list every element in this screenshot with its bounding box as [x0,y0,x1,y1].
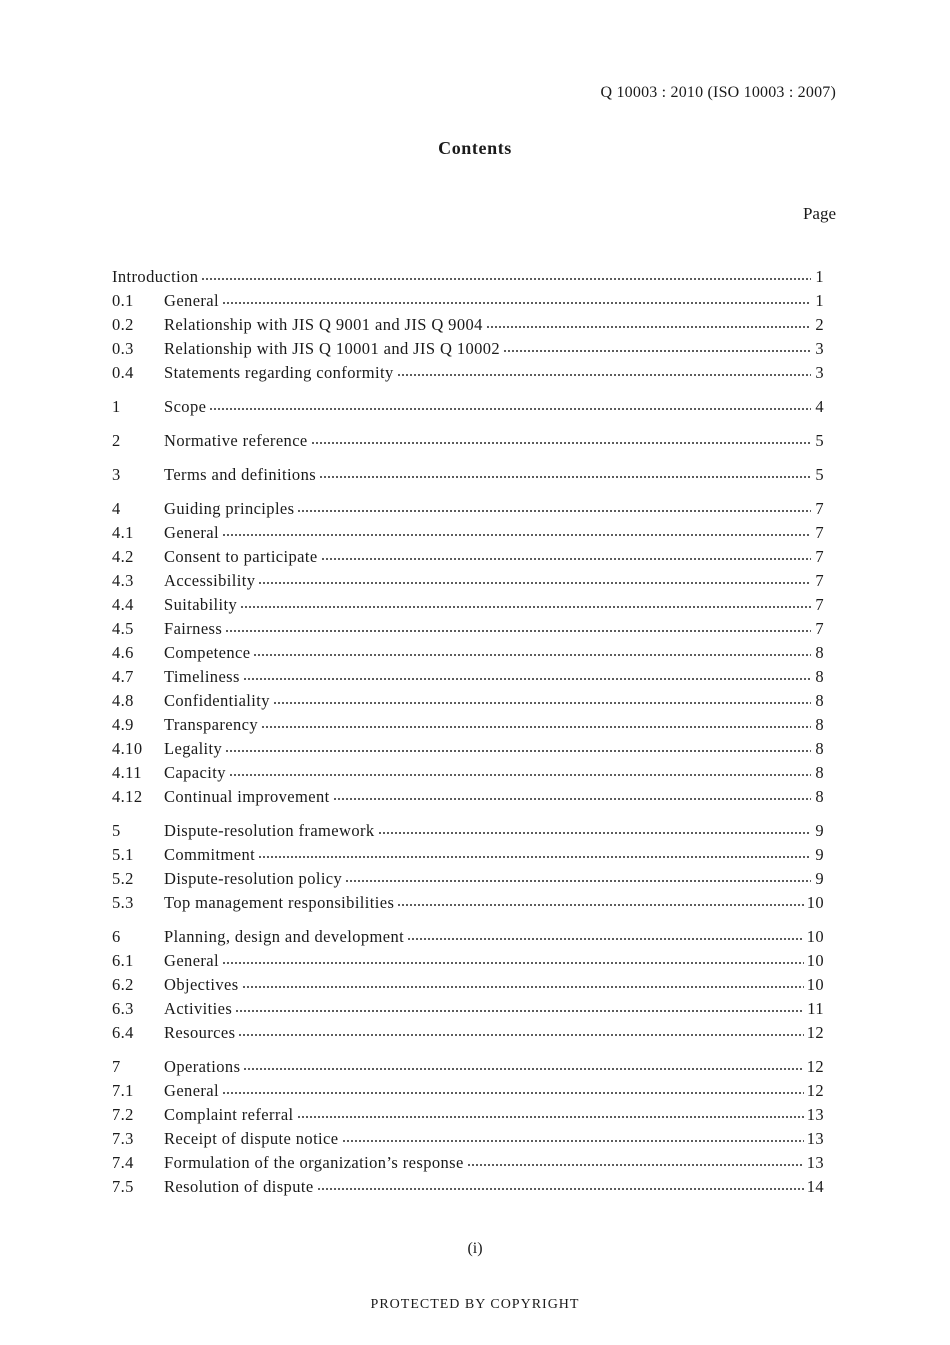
dot-leader [225,630,811,632]
toc-entry[interactable] [112,1103,824,1127]
toc-entry-number: 7.5 [112,1177,134,1196]
toc-entry-number: 6.4 [112,1023,134,1042]
toc-entry-number: 4.2 [112,547,134,566]
toc-entry[interactable] [112,973,824,997]
toc-entry-number: 4.8 [112,691,134,710]
toc-entry-title: Capacity [164,763,226,782]
toc-entry-number: 7.3 [112,1129,134,1148]
toc-entry-page: 1 [815,267,824,286]
toc-entry-page: 10 [806,975,824,994]
toc-entry-number: 4.12 [112,787,143,806]
toc-entry-number: 5.3 [112,893,134,912]
toc-entry-number: 4 [112,499,121,518]
toc-entry-page: 12 [806,1081,824,1100]
toc-entry-number: 7.2 [112,1105,134,1124]
toc-entry-title: Guiding principles [164,499,295,518]
dot-leader [319,476,811,478]
toc-entry-page: 8 [815,739,824,758]
dot-leader [342,1140,804,1142]
dot-leader [407,938,804,940]
toc-entry-number: 2 [112,431,121,450]
toc-entry-page: 5 [815,431,824,450]
toc-entry[interactable] [112,689,824,713]
toc-entry-page: 10 [806,951,824,970]
toc-entry-title: Fairness [164,619,223,638]
toc-entry-number: 7.4 [112,1153,134,1172]
toc-entry-title: Dispute-resolution policy [164,869,343,888]
dot-leader [378,832,811,834]
toc-entry[interactable] [112,785,824,809]
toc-entry[interactable] [112,521,824,545]
toc-entry[interactable] [112,265,824,289]
toc-entry[interactable] [112,1127,824,1151]
toc-entry-number: 0.1 [112,291,134,310]
toc-entry-title: Commitment [164,845,256,864]
toc-entry-number: 6.3 [112,999,134,1018]
toc-entry[interactable] [112,313,824,337]
toc-entry-page: 8 [815,691,824,710]
toc-entry[interactable] [112,569,824,593]
toc-entry[interactable] [112,737,824,761]
dot-leader [333,798,811,800]
toc-entry[interactable] [112,665,824,689]
toc-entry[interactable] [112,1055,824,1079]
copyright-notice: PROTECTED BY COPYRIGHT [370,1297,580,1312]
toc-entry-page: 13 [806,1105,824,1124]
toc-entry-page: 12 [806,1023,824,1042]
toc-entry-title: General [164,291,220,310]
dot-leader [345,880,811,882]
toc-entry[interactable] [112,429,824,453]
toc-entry-number: 6.2 [112,975,134,994]
dot-leader [222,962,804,964]
toc-entry[interactable] [112,713,824,737]
toc-entry-page: 7 [815,595,824,614]
toc-entry-page: 7 [815,499,824,518]
toc-entry-page: 8 [815,643,824,662]
toc-entry-number: 4.10 [112,739,143,758]
dot-leader [253,654,811,656]
toc-entry[interactable] [112,463,824,487]
toc-entry[interactable] [112,593,824,617]
toc-entry-page: 14 [806,1177,824,1196]
toc-entry-title: General [164,951,220,970]
dot-leader [240,606,811,608]
toc-entry-number: 0.4 [112,363,134,382]
toc-entry-title: Confidentiality [164,691,270,710]
toc-entry-title: Normative reference [164,431,308,450]
dot-leader [225,750,811,752]
toc-entry-page: 10 [806,927,824,946]
toc-entry-page: 11 [807,999,824,1018]
page-column-label: Page [802,204,836,223]
toc-entry-title: Top management responsibilities [164,893,395,912]
toc-entry[interactable] [112,997,824,1021]
toc-entry-title: Accessibility [164,571,256,590]
toc-entry-number: 3 [112,465,121,484]
toc-entry[interactable] [112,1079,824,1103]
toc-entry-number: 4.5 [112,619,134,638]
toc-entry-number: 4.9 [112,715,134,734]
dot-leader [229,774,811,776]
toc-entry-page: 7 [815,547,824,566]
dot-leader [397,374,811,376]
dot-leader [201,278,811,280]
toc-entry-page: 8 [815,763,824,782]
toc-entry-number: 7.1 [112,1081,134,1100]
toc-entry-page: 13 [806,1153,824,1172]
toc-entry[interactable] [112,545,824,569]
dot-leader [258,582,811,584]
toc-entry-number: 4.11 [112,763,142,782]
dot-leader [222,534,811,536]
toc-entry-page: 7 [815,571,824,590]
toc-entry-page: 4 [815,397,824,416]
toc-entry-page: 3 [815,339,824,358]
toc-entry-page: 9 [815,821,824,840]
toc-entry-page: 8 [815,667,824,686]
toc-entry-number: 4.1 [112,523,134,542]
toc-entry-title: General [164,1081,220,1100]
toc-entry-page: 7 [815,619,824,638]
toc-entry-title: Activities [164,999,233,1018]
dot-leader [297,1116,804,1118]
toc-entry-number: 5.2 [112,869,134,888]
dot-leader [397,904,803,906]
toc-entry-title: Timeliness [164,667,240,686]
dot-leader [321,558,811,560]
toc-entry[interactable] [112,761,824,785]
dot-leader [273,702,811,704]
toc-entry-title: Operations [164,1057,241,1076]
dot-leader [258,856,811,858]
toc-entry-page: 8 [815,787,824,806]
page-number: (i) [467,1240,483,1257]
toc-entry-title: Suitability [164,595,238,614]
toc-entry[interactable] [112,641,824,665]
toc-entry-page: 7 [815,523,824,542]
toc-entry-number: 4.6 [112,643,134,662]
toc-entry[interactable] [112,867,824,891]
dot-leader [243,678,811,680]
toc-entry-page: 13 [806,1129,824,1148]
toc-entry-page: 10 [806,893,824,912]
dot-leader [297,510,811,512]
toc-entry-page: 3 [815,363,824,382]
toc-entry-number: 5 [112,821,121,840]
toc-entry-number: 6 [112,927,121,946]
toc-entry-page: 12 [806,1057,824,1076]
dot-leader [238,1034,803,1036]
dot-leader [317,1188,804,1190]
toc-entry-title: Transparency [164,715,259,734]
toc-entry-title: Relationship with JIS Q 10001 and JIS Q 10002 [164,339,501,358]
toc-entry[interactable] [112,497,824,521]
toc-entry-page: 2 [815,315,824,334]
toc-entry-title: Introduction [112,267,199,286]
dot-leader [242,986,804,988]
toc-entry[interactable] [112,925,824,949]
toc-entry[interactable] [112,395,824,419]
dot-leader [209,408,811,410]
toc-entry[interactable] [112,289,824,313]
toc-entry-title: General [164,523,220,542]
dot-leader [235,1010,804,1012]
toc-entry-page: 8 [815,715,824,734]
dot-leader [311,442,811,444]
toc-entry[interactable] [112,1175,824,1199]
toc-entry[interactable] [112,949,824,973]
toc-entry-title: Resolution of dispute [164,1177,314,1196]
dot-leader [261,726,811,728]
toc-entry-title: Receipt of dispute notice [164,1129,339,1148]
toc-entry-number: 7 [112,1057,121,1076]
toc-entry[interactable] [112,843,824,867]
toc-entry-number: 6.1 [112,951,134,970]
toc-entry[interactable] [112,617,824,641]
dot-leader [222,302,811,304]
dot-leader [243,1068,803,1070]
toc-entry-title: Planning, design and development [164,927,405,946]
toc-entry-title: Relationship with JIS Q 9001 and JIS Q 9004 [164,315,483,334]
toc-entry[interactable] [112,819,824,843]
dot-leader [486,326,811,328]
toc-entry-title: Continual improvement [164,787,330,806]
toc-entry-title: Terms and definitions [164,465,317,484]
dot-leader [467,1164,804,1166]
toc-entry-title: Consent to participate [164,547,318,566]
toc-entry[interactable] [112,891,824,915]
toc-entry-title: Formulation of the organization’s response [164,1153,464,1172]
toc-entry[interactable] [112,1151,824,1175]
toc-entry-title: Objectives [164,975,239,994]
toc-entry-page: 9 [815,845,824,864]
dot-leader [222,1092,804,1094]
toc-entry[interactable] [112,337,824,361]
page-title: Contents [438,138,512,158]
toc-entry-number: 4.4 [112,595,134,614]
toc-entry-page: 9 [815,869,824,888]
toc-entry[interactable] [112,361,824,385]
toc-entry-title: Scope [164,397,207,416]
toc-entry-page: 1 [815,291,824,310]
toc-entry-number: 4.7 [112,667,134,686]
dot-leader [503,350,811,352]
toc-entry-title: Dispute-resolution framework [164,821,375,840]
toc-entry-number: 0.3 [112,339,134,358]
toc-entry-title: Competence [164,643,251,662]
toc-entry[interactable] [112,1021,824,1045]
toc-entry-number: 1 [112,397,121,416]
toc-entry-title: Complaint referral [164,1105,294,1124]
toc-entry-title: Resources [164,1023,236,1042]
standard-identifier: Q 10003 : 2010 (ISO 10003 : 2007) [600,84,836,101]
toc-entry-title: Legality [164,739,223,758]
table-of-contents [112,265,824,1199]
toc-entry-number: 5.1 [112,845,134,864]
toc-entry-number: 4.3 [112,571,134,590]
toc-entry-title: Statements regarding conformity [164,363,394,382]
toc-entry-number: 0.2 [112,315,134,334]
toc-entry-page: 5 [815,465,824,484]
